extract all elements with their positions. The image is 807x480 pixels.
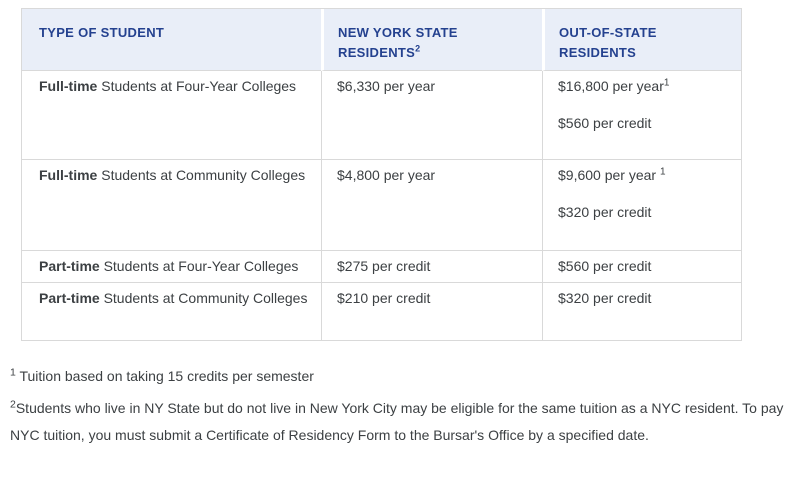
oos-resident-cell: [542, 160, 741, 251]
tuition-value: [337, 288, 530, 309]
footnotes: [10, 363, 790, 449]
table-row: [22, 283, 741, 340]
header-type-of-student: [22, 9, 321, 71]
header-type-of-student-label: TYPE OF STUDENT: [39, 25, 165, 40]
student-type-rest: Students at Community Colleges: [99, 290, 308, 306]
footnote-2-text: Students who live in NY State but do not live in New York City may be eligible for the same tuition as a NYC resident. To pay NYC tuition, you must submit a Certificate of Residency Form to the Bursar's Office by a specified date.: [10, 400, 784, 443]
nys-resident-cell: [321, 71, 542, 160]
tuition-value-text: $6,330 per year: [337, 78, 436, 94]
tuition-value-text: $16,800 per year: [558, 78, 664, 94]
oos-resident-cell: [542, 283, 741, 340]
table-header-row: [22, 9, 741, 71]
student-type-bold: Part-time: [39, 290, 100, 306]
footnote-1: [10, 363, 790, 390]
student-type-bold: Full-time: [39, 78, 98, 94]
footnote-ref: 1: [663, 77, 670, 89]
tuition-value: [558, 165, 729, 186]
tuition-table: [22, 9, 741, 340]
student-type-rest: Students at Four-Year Colleges: [99, 258, 299, 274]
tuition-value-text: $275 per credit: [337, 258, 431, 274]
student-type-bold: Part-time: [39, 258, 100, 274]
student-type-rest: Students at Community Colleges: [97, 167, 306, 183]
header-oos-residents: [542, 9, 741, 71]
oos-resident-cell: [542, 251, 741, 283]
tuition-value-text: $320 per credit: [558, 204, 652, 220]
header-oos-residents-label: OUT-OF-STATE RESIDENTS: [559, 25, 657, 60]
footnote-1-text: Tuition based on taking 15 credits per semester: [15, 368, 314, 384]
student-type-rest: Students at Four-Year Colleges: [97, 78, 297, 94]
tuition-value: [558, 76, 729, 97]
tuition-value: [337, 165, 530, 186]
tuition-value-text: $560 per credit: [558, 115, 652, 131]
footnote-2-marker: 2: [10, 398, 16, 411]
table-row: [22, 71, 741, 160]
tuition-value-text: $320 per credit: [558, 290, 652, 306]
tuition-value: [558, 113, 729, 134]
table-row: [22, 160, 741, 251]
student-type-bold: Full-time: [39, 167, 98, 183]
nys-resident-cell: [321, 251, 542, 283]
nys-resident-cell: [321, 160, 542, 251]
nys-resident-cell: [321, 283, 542, 340]
tuition-table-body: [22, 71, 741, 340]
tuition-value: [337, 256, 530, 277]
tuition-value-text: $210 per credit: [337, 290, 431, 306]
tuition-value-text: $9,600 per year: [558, 167, 660, 183]
footnote-ref: 2: [415, 43, 421, 54]
table-row: [22, 251, 741, 283]
student-type-cell: [22, 160, 321, 251]
tuition-value: [558, 256, 729, 277]
header-nys-residents-label: NEW YORK STATE RESIDENTS: [338, 25, 458, 60]
student-type-cell: [22, 251, 321, 283]
header-nys-residents: [321, 9, 542, 71]
footnote-ref: 1: [659, 166, 666, 178]
tuition-value: [558, 202, 729, 223]
student-type-cell: [22, 283, 321, 340]
footnote-2: [10, 395, 790, 449]
tuition-value: [558, 288, 729, 309]
tuition-table-container: [21, 8, 742, 341]
student-type-cell: [22, 71, 321, 160]
oos-resident-cell: [542, 71, 741, 160]
footnote-1-marker: 1: [10, 366, 16, 379]
tuition-value: [337, 76, 530, 97]
tuition-value-text: $4,800 per year: [337, 167, 436, 183]
tuition-value-text: $560 per credit: [558, 258, 652, 274]
